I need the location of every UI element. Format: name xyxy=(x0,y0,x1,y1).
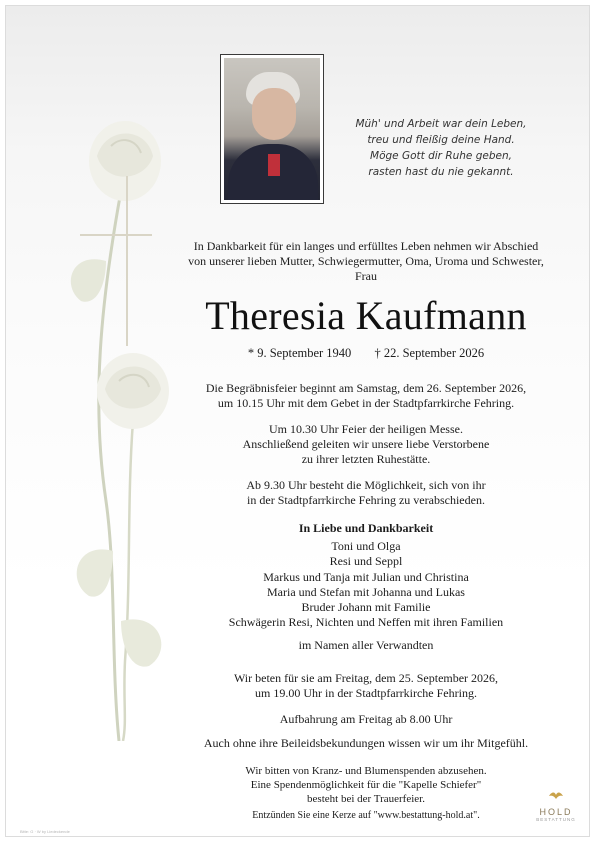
portrait-image xyxy=(224,58,320,200)
birth-date: * 9. September 1940 xyxy=(247,346,352,360)
poem-line: Möge Gott dir Ruhe geben, xyxy=(370,150,512,162)
family-list xyxy=(166,539,566,631)
portrait-photo xyxy=(220,54,324,204)
portrait-face xyxy=(252,88,296,140)
hold-logo xyxy=(530,789,582,823)
family-member: Bruder Johann mit Familie xyxy=(301,600,431,615)
donation-line: besteht bei der Trauerfeier. xyxy=(307,793,425,805)
farewell-info xyxy=(166,478,566,508)
prayer-info xyxy=(166,671,566,701)
viewing-info: Aufbahrung am Freitag ab 8.00 Uhr xyxy=(279,712,453,726)
intro-line: Frau xyxy=(355,269,377,283)
logo-subtitle: BESTATTUNG xyxy=(536,817,576,822)
farewell-line: Ab 9.30 Uhr besteht die Möglichkeit, sich von ihr xyxy=(246,478,486,492)
poem xyxy=(346,116,536,180)
family-member: Maria und Stefan mit Johanna und Lukas xyxy=(267,584,465,599)
life-dates xyxy=(166,345,566,361)
poem-line: rasten hast du nie gekannt. xyxy=(368,166,514,178)
condolences-info: Auch ohne ihre Beileidsbekundungen wissen wir um ihr Mitgefühl. xyxy=(203,736,529,750)
cross-horizontal-bar xyxy=(80,234,152,236)
rose-illustration xyxy=(61,101,181,741)
mass-line: zu ihrer letzten Ruhestätte. xyxy=(301,452,431,466)
love-heading: In Liebe und Dankbarkeit xyxy=(298,521,434,535)
death-date: † 22. September 2026 xyxy=(374,346,485,360)
candle-link[interactable]: Entzünden Sie eine Kerze auf "www.bestattung-hold.at". xyxy=(252,810,480,821)
intro-text xyxy=(166,239,566,284)
donation-info xyxy=(166,764,566,806)
donation-line: Eine Spendenmöglichkeit für die "Kapelle Schiefer" xyxy=(250,779,482,791)
family-member: Toni und Olga xyxy=(331,539,401,553)
obituary-card xyxy=(5,5,590,837)
donation-line: Wir bitten von Kranz- und Blumenspenden abzusehen. xyxy=(245,765,487,777)
relatives-line: im Namen aller Verwandten xyxy=(298,638,434,652)
mass-line: Anschließend geleiten wir unsere liebe Verstorbene xyxy=(242,437,490,451)
funeral-line: um 10.15 Uhr mit dem Gebet in der Stadtpfarrkirche Fehring. xyxy=(217,396,515,410)
poem-line: Müh' und Arbeit war dein Leben, xyxy=(355,118,527,130)
family-member: Markus und Tanja mit Julian und Christina xyxy=(263,569,469,584)
fine-print: Bitte: G · W by Liedeckende xyxy=(20,829,70,834)
family-member: Resi und Seppl xyxy=(329,554,403,569)
farewell-line: in der Stadtpfarrkirche Fehring zu verabschieden. xyxy=(247,493,485,507)
funeral-line: Die Begräbnisfeier beginnt am Samstag, dem 26. September 2026, xyxy=(205,381,527,395)
prayer-line: Wir beten für sie am Freitag, dem 25. September 2026, xyxy=(233,671,499,685)
cross-vertical-bar xyxy=(126,176,128,346)
portrait-collar xyxy=(268,154,280,176)
prayer-line: um 19.00 Uhr in der Stadtpfarrkirche Fehring. xyxy=(255,686,477,700)
deceased-name: Theresia Kaufmann xyxy=(205,293,527,338)
funeral-info xyxy=(166,381,566,411)
family-member: Schwägerin Resi, Nichten und Neffen mit ihren Familien xyxy=(228,615,504,630)
logo-wing-icon xyxy=(548,790,564,800)
poem-line: treu und fleißig deine Hand. xyxy=(367,134,515,146)
intro-line: In Dankbarkeit für ein langes und erfülltes Leben nehmen wir Abschied xyxy=(193,239,539,253)
logo-name: HOLD xyxy=(539,807,573,817)
intro-line: von unserer lieben Mutter, Schwiegermutter, Oma, Uroma und Schwester, xyxy=(188,254,544,268)
mass-line: Um 10.30 Uhr Feier der heiligen Messe. xyxy=(269,422,463,436)
mass-info xyxy=(166,422,566,467)
